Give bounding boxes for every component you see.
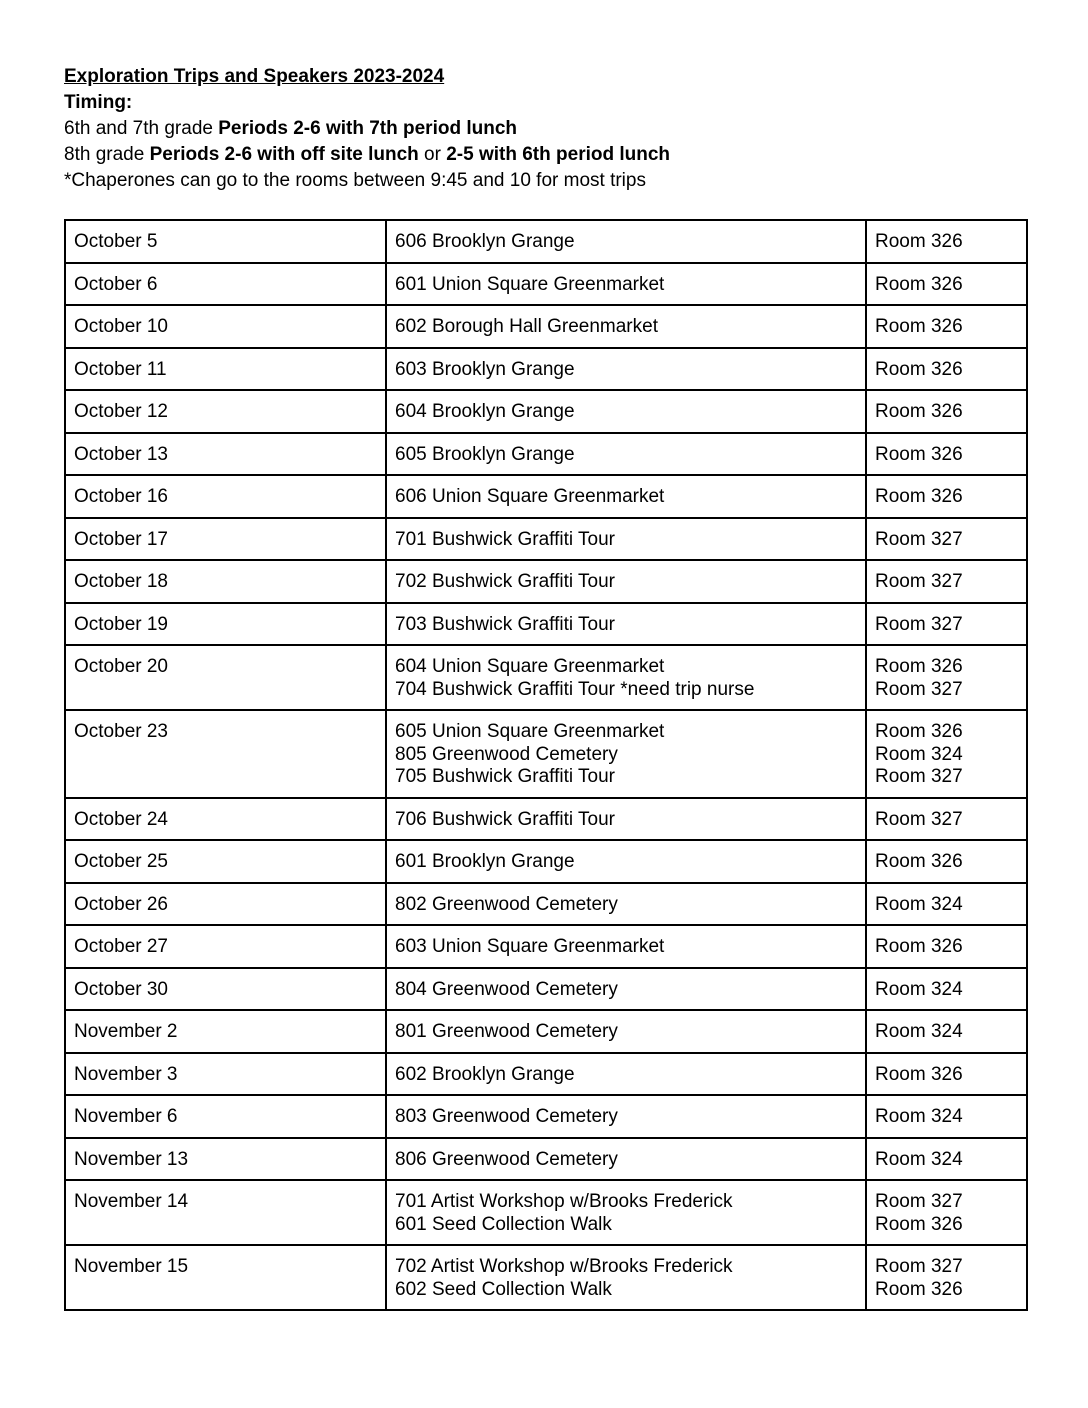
trip-cell — [386, 798, 866, 841]
room-cell — [866, 390, 1027, 433]
timing-line-6th-7th — [64, 116, 1026, 142]
timing-periods-alt: 2-5 with 6th period lunch — [446, 144, 671, 165]
trip-cell — [386, 1010, 866, 1053]
date-cell: November 13 — [65, 1138, 386, 1181]
room-cell — [866, 645, 1027, 710]
room-number: Room 326 — [875, 851, 963, 872]
trip-name: 805 Greenwood Cemetery — [395, 743, 618, 765]
table-row — [65, 883, 1027, 926]
trip-name: 702 Bushwick Graffiti Tour — [395, 571, 616, 592]
table-row — [65, 968, 1027, 1011]
trip-cell — [386, 1095, 866, 1138]
trip-name: 704 Bushwick Graffiti Tour *need trip nurse — [395, 678, 755, 700]
trip-cell — [386, 710, 866, 798]
trip-name: 603 Union Square Greenmarket — [395, 936, 665, 957]
date-cell: October 30 — [65, 968, 386, 1011]
table-row — [65, 1180, 1027, 1245]
trip-cell — [386, 518, 866, 561]
trip-cell — [386, 925, 866, 968]
room-cell — [866, 305, 1027, 348]
room-cell — [866, 603, 1027, 646]
date-cell: October 20 — [65, 645, 386, 710]
table-row — [65, 798, 1027, 841]
room-number: Room 326 — [875, 231, 963, 252]
room-cell — [866, 220, 1027, 263]
trip-cell — [386, 645, 866, 710]
trip-name: 606 Brooklyn Grange — [395, 231, 575, 252]
trip-name: 705 Bushwick Graffiti Tour — [395, 766, 616, 787]
room-number: Room 326 — [875, 443, 963, 465]
trip-cell — [386, 433, 866, 476]
trip-name: 703 Bushwick Graffiti Tour — [395, 613, 616, 635]
table-row — [65, 710, 1027, 798]
date-cell: November 15 — [65, 1245, 386, 1310]
trip-name: 601 Union Square Greenmarket — [395, 273, 665, 295]
room-cell — [866, 925, 1027, 968]
trip-name: 804 Greenwood Cemetery — [395, 978, 618, 1000]
room-number: Room 327 — [875, 528, 963, 550]
room-cell — [866, 1180, 1027, 1245]
room-cell — [866, 518, 1027, 561]
trip-cell — [386, 968, 866, 1011]
timing-line-8th — [64, 142, 1026, 168]
room-number: Room 327 — [875, 678, 963, 700]
date-cell: November 6 — [65, 1095, 386, 1138]
room-cell — [866, 798, 1027, 841]
room-cell — [866, 1010, 1027, 1053]
trip-name: 802 Greenwood Cemetery — [395, 893, 618, 915]
date-cell: October 24 — [65, 798, 386, 841]
room-number: Room 324 — [875, 743, 963, 765]
trip-cell — [386, 1053, 866, 1096]
room-number: Room 326 — [875, 656, 963, 677]
room-cell — [866, 710, 1027, 798]
room-number: Room 326 — [875, 486, 963, 507]
room-number: Room 326 — [875, 273, 963, 295]
trip-cell — [386, 1180, 866, 1245]
room-number: Room 327 — [875, 808, 963, 830]
room-number: Room 326 — [875, 316, 963, 337]
room-number: Room 327 — [875, 766, 963, 787]
room-number: Room 326 — [875, 401, 963, 422]
room-number: Room 326 — [875, 936, 963, 957]
room-number: Room 326 — [875, 358, 963, 380]
room-number: Room 327 — [875, 613, 963, 635]
room-number: Room 327 — [875, 1256, 963, 1277]
table-row — [65, 1095, 1027, 1138]
room-number: Room 324 — [875, 1021, 963, 1042]
trip-cell — [386, 305, 866, 348]
room-cell — [866, 1095, 1027, 1138]
trip-cell — [386, 883, 866, 926]
timing-grade-label: 8th grade — [64, 144, 150, 165]
room-cell — [866, 348, 1027, 391]
date-cell: October 27 — [65, 925, 386, 968]
room-cell — [866, 1245, 1027, 1310]
room-cell — [866, 840, 1027, 883]
table-row — [65, 840, 1027, 883]
room-number: Room 324 — [875, 1106, 963, 1127]
date-cell: October 10 — [65, 305, 386, 348]
trip-cell — [386, 348, 866, 391]
table-row — [65, 1245, 1027, 1310]
table-row — [65, 560, 1027, 603]
date-cell: November 2 — [65, 1010, 386, 1053]
trip-name: 601 Brooklyn Grange — [395, 851, 575, 872]
room-number: Room 324 — [875, 978, 963, 1000]
room-cell — [866, 1138, 1027, 1181]
trip-name: 602 Brooklyn Grange — [395, 1063, 575, 1085]
room-number: Room 324 — [875, 893, 963, 915]
trip-cell — [386, 263, 866, 306]
trip-schedule-table — [64, 219, 1028, 1311]
room-cell — [866, 475, 1027, 518]
trip-name: 806 Greenwood Cemetery — [395, 1148, 618, 1170]
table-row — [65, 1053, 1027, 1096]
trip-name: 702 Artist Workshop w/Brooks Frederick — [395, 1256, 733, 1277]
room-cell — [866, 883, 1027, 926]
table-row — [65, 305, 1027, 348]
timing-periods: Periods 2-6 with off site lunch — [149, 144, 419, 165]
room-number: Room 326 — [875, 1213, 963, 1235]
trip-name: 604 Brooklyn Grange — [395, 401, 575, 422]
date-cell: October 16 — [65, 475, 386, 518]
room-cell — [866, 263, 1027, 306]
date-cell: October 18 — [65, 560, 386, 603]
trip-name: 701 Bushwick Graffiti Tour — [395, 528, 616, 550]
table-row — [65, 518, 1027, 561]
date-cell: October 26 — [65, 883, 386, 926]
date-cell: October 13 — [65, 433, 386, 476]
trip-cell — [386, 560, 866, 603]
trip-cell — [386, 1245, 866, 1310]
trip-name: 701 Artist Workshop w/Brooks Frederick — [395, 1191, 733, 1212]
trip-name: 604 Union Square Greenmarket — [395, 656, 665, 677]
date-cell: October 12 — [65, 390, 386, 433]
trip-cell — [386, 840, 866, 883]
timing-grade-label: 6th and 7th grade — [64, 118, 219, 139]
trip-name: 605 Brooklyn Grange — [395, 443, 575, 465]
date-cell: October 23 — [65, 710, 386, 798]
room-number: Room 326 — [875, 1063, 963, 1085]
table-row — [65, 433, 1027, 476]
trip-cell — [386, 603, 866, 646]
date-cell: October 11 — [65, 348, 386, 391]
trip-name: 801 Greenwood Cemetery — [395, 1021, 618, 1042]
document-title: Exploration Trips and Speakers 2023-2024 — [64, 66, 445, 87]
document-header — [64, 64, 1026, 194]
room-number: Room 327 — [875, 1191, 963, 1212]
trip-cell — [386, 220, 866, 263]
trip-schedule-body — [65, 220, 1027, 1310]
room-number: Room 326 — [875, 721, 963, 742]
trip-cell — [386, 390, 866, 433]
table-row — [65, 220, 1027, 263]
table-row — [65, 348, 1027, 391]
trip-cell — [386, 1138, 866, 1181]
trip-name: 803 Greenwood Cemetery — [395, 1106, 618, 1127]
table-row — [65, 925, 1027, 968]
trip-name: 606 Union Square Greenmarket — [395, 486, 665, 507]
table-row — [65, 1010, 1027, 1053]
trip-name: 706 Bushwick Graffiti Tour — [395, 808, 616, 830]
table-row — [65, 645, 1027, 710]
timing-or: or — [418, 144, 447, 165]
timing-periods: Periods 2-6 with 7th period lunch — [218, 118, 518, 139]
trip-name: 601 Seed Collection Walk — [395, 1213, 612, 1235]
table-row — [65, 475, 1027, 518]
room-cell — [866, 1053, 1027, 1096]
room-number: Room 324 — [875, 1148, 963, 1170]
chaperone-note: *Chaperones can go to the rooms between 9:45 and 10 for most trips — [64, 170, 646, 191]
date-cell: November 3 — [65, 1053, 386, 1096]
room-cell — [866, 433, 1027, 476]
trip-name: 603 Brooklyn Grange — [395, 358, 575, 380]
table-row — [65, 603, 1027, 646]
table-row — [65, 390, 1027, 433]
date-cell: October 6 — [65, 263, 386, 306]
room-number: Room 327 — [875, 571, 963, 592]
date-cell: October 17 — [65, 518, 386, 561]
date-cell: October 5 — [65, 220, 386, 263]
date-cell: November 14 — [65, 1180, 386, 1245]
date-cell: October 25 — [65, 840, 386, 883]
table-row — [65, 263, 1027, 306]
trip-name: 602 Borough Hall Greenmarket — [395, 316, 658, 337]
date-cell: October 19 — [65, 603, 386, 646]
trip-name: 605 Union Square Greenmarket — [395, 721, 665, 742]
timing-label: Timing: — [64, 92, 133, 113]
table-row — [65, 1138, 1027, 1181]
trip-name: 602 Seed Collection Walk — [395, 1278, 612, 1300]
trip-cell — [386, 475, 866, 518]
room-number: Room 326 — [875, 1278, 963, 1300]
room-cell — [866, 968, 1027, 1011]
room-cell — [866, 560, 1027, 603]
